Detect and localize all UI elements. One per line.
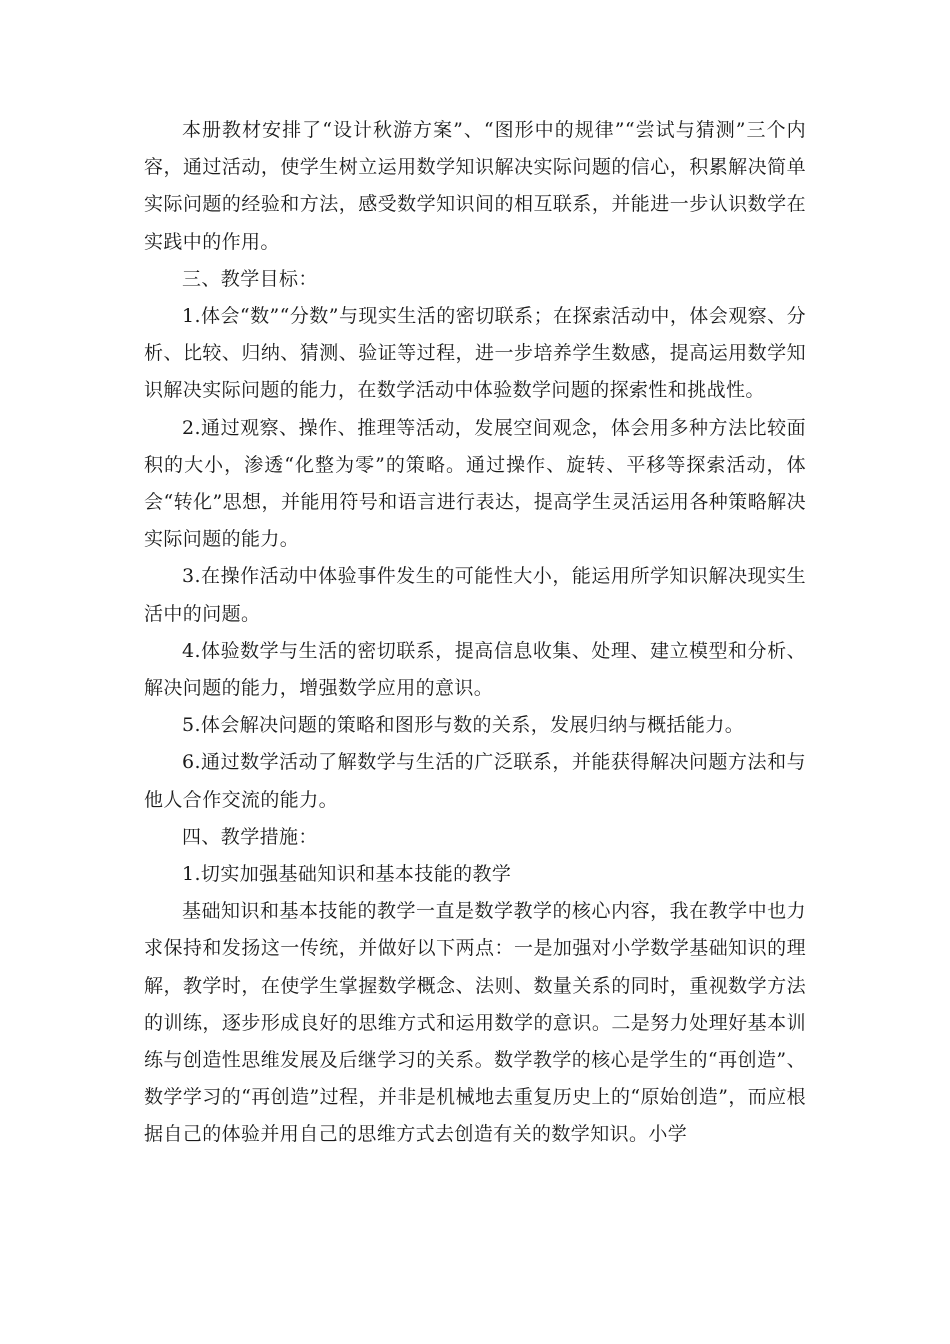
goal-item-6: 6.通过数学活动了解数学与生活的广泛联系，并能获得解决问题方法和与他人合作交流的能力。 xyxy=(144,751,806,811)
goal-item-5: 5.体会解决问题的策略和图形与数的关系，发展归纳与概括能力。 xyxy=(182,714,745,737)
section-heading-teaching-goals: 三、教学目标： xyxy=(182,267,318,290)
measure-item-1-body: 基础知识和基本技能的教学一直是数学教学的核心内容，我在教学中也力求保持和发扬这一传统，并做好以下两点：一是加强对小学数学基础知识的理解，教学时，在使学生掌握数学概念、法则、数量关系的同时，重视数学方法的训练，逐步形成良好的思维方式和运用数学的意识。二是努力处理好基本训练与创造性思维发展及后继学习的关系。数学教学的核心是学生的“再创造”、数学学习的“再创造”过程，并非是机械地去重复历史上的“原始创造”，而应根据自己的体验并用自己的思维方式去创造有关的数学知识。小学 xyxy=(144,900,806,1146)
paragraph-intro: 本册教材安排了“设计秋游方案”、“图形中的规律”“尝试与猜测”三个内容，通过活动，使学生树立运用数学知识解决实际问题的信心，积累解决简单实际问题的经验和方法，感受数学知识间的相互联系，并能进一步认识数学在实践中的作用。 xyxy=(144,119,806,253)
goal-item-1: 1.体会“数”“分数”与现实生活的密切联系；在探索活动中，体会观察、分析、比较、归纳、猜测、验证等过程，进一步培养学生数感，提高运用数学知识解决实际问题的能力，在数学活动中体验数学问题的探索性和挑战性。 xyxy=(144,305,806,402)
measure-item-1-title: 1.切实加强基础知识和基本技能的教学 xyxy=(182,863,512,886)
section-heading-teaching-measures: 四、教学措施： xyxy=(182,825,318,848)
goal-item-3: 3.在操作活动中体验事件发生的可能性大小，能运用所学知识解决现实生活中的问题。 xyxy=(144,565,806,625)
document-body xyxy=(144,112,806,1154)
goal-item-2: 2.通过观察、操作、推理等活动，发展空间观念，体会用多种方法比较面积的大小，渗透“化整为零”的策略。通过操作、旋转、平移等探索活动，体会“转化”思想，并能用符号和语言进行表达，提高学生灵活运用各种策略解决实际问题的能力。 xyxy=(144,416,806,551)
goal-item-4: 4.体验数学与生活的密切联系，提高信息收集、处理、建立模型和分析、解决问题的能力，增强数学应用的意识。 xyxy=(144,639,806,700)
